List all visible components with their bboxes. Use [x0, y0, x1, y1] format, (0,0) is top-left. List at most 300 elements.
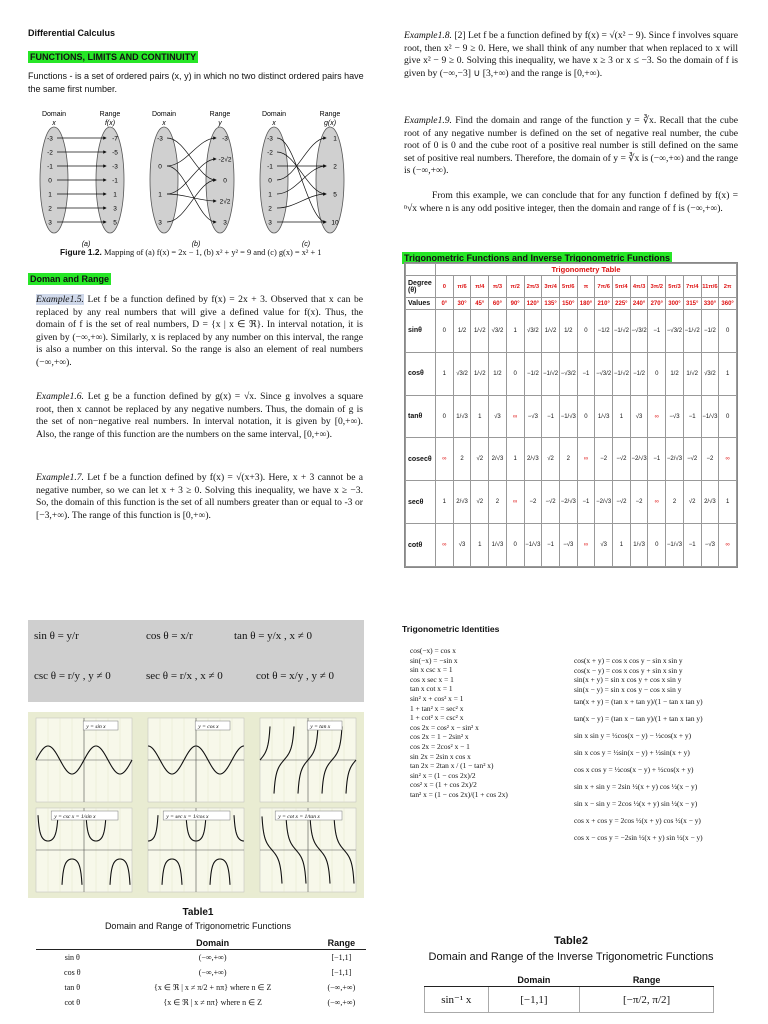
domain-value: 0: [158, 163, 162, 171]
example-1-6-text: Let g be a function defined by g(x) = √x. Since g involves a square root, then x cannot be replaced by any negative numbers. Thus, the domain of g is the set of non−negative real numbers. In interval notation, it is given by [0,+∞). Also, the range of this function are the numbers on the same interval, [0,+∞).: [36, 391, 364, 440]
trig-cell: 0: [577, 395, 595, 438]
identity-line: cos(x + y) = cos x cos y − sin x sin y: [574, 656, 683, 665]
degree-header: 240°: [630, 298, 648, 310]
radian-header: 11π/6: [701, 276, 719, 298]
domain-value: 2: [268, 205, 272, 213]
trig-cell: −√3/2: [595, 352, 613, 395]
table-cell: {x ∈ ℜ | x ≠ nπ} where n ∈ Z: [163, 998, 262, 1007]
trig-cell: −1/2: [630, 352, 648, 395]
mapping-domain-var: x: [52, 120, 56, 127]
mapping-domain-var: x: [272, 120, 276, 127]
table-row: [36, 980, 366, 995]
trig-cell: ∞: [506, 395, 524, 438]
mapping-range-var: g(x): [323, 120, 337, 127]
radian-header: 4π/3: [630, 276, 648, 298]
domain-value: 3: [268, 219, 272, 227]
degree-header: 225°: [613, 298, 631, 310]
degree-header: 360°: [719, 298, 737, 310]
ratio-sin: sin θ = y/r: [34, 630, 79, 642]
trig-cell: 2/√3: [524, 438, 542, 481]
table2-grid: [424, 974, 714, 1013]
trig-cell: √3: [595, 524, 613, 567]
degree-header: 330°: [701, 298, 719, 310]
trig-cell: 1: [506, 438, 524, 481]
trig-cell: −√3: [559, 524, 577, 567]
radian-header: π/3: [489, 276, 507, 298]
degree-header: 315°: [683, 298, 701, 310]
trig-cell: 0: [506, 524, 524, 567]
table2-subtitle: Domain and Range of the Inverse Trigonometric Functions: [428, 951, 714, 963]
example-1-7: [36, 472, 363, 522]
figure-caption-text: Mapping of (a) f(x) = 2x − 1, (b) x² + y² = 9 and (c) g(x) = x² + 1: [103, 248, 322, 257]
trig-cell: −1/2: [595, 310, 613, 353]
ratio-sec: sec θ = r/x , x ≠ 0: [146, 670, 223, 682]
identity-line: sin 2x = 2sin x cos x: [410, 751, 471, 761]
trig-cell: 2/√3: [489, 438, 507, 481]
identity-line: sin x cos y = ½sin(x − y) + ½sin(x + y): [574, 748, 690, 758]
trig-ratio-definitions: [28, 620, 364, 702]
identity-line: sin x sin y = ½cos(x − y) − ½cos(x + y): [574, 731, 692, 741]
trig-cell: 0: [648, 524, 666, 567]
mapping-domain-var: x: [162, 120, 166, 127]
section-trig-label: Trigonometric Functions and Inverse Trigonometric Functions: [404, 253, 671, 263]
trig-cell: −1/√2: [683, 310, 701, 353]
mapping-range-header: Range: [209, 111, 231, 118]
trig-cell: 0: [719, 395, 737, 438]
trig-row-label: tanθ: [406, 395, 436, 438]
ratio-cot: cot θ = x/y , y ≠ 0: [256, 670, 335, 682]
trig-cell: 2: [559, 438, 577, 481]
trig-cell: 1: [719, 481, 737, 524]
trig-cell: 1/√3: [453, 395, 471, 438]
section-functions-heading: [28, 47, 198, 65]
mapping-range-var: f(x): [104, 120, 116, 127]
trig-cell: ∞: [648, 395, 666, 438]
trig-cell: 2/√3: [701, 481, 719, 524]
radian-header: π/6: [453, 276, 471, 298]
table-cell: tan θ: [64, 983, 81, 992]
trig-cell: 1/2: [453, 310, 471, 353]
mapping-range-header: Range: [319, 111, 341, 118]
domain-value: 1: [268, 191, 272, 199]
trig-cell: 1/2: [489, 352, 507, 395]
table-cell: cos θ: [64, 968, 81, 977]
trig-cell: 0: [506, 352, 524, 395]
radian-header: 5π/4: [613, 276, 631, 298]
example-1-9-label: Example1.9.: [404, 115, 452, 126]
trig-row: [406, 395, 737, 438]
range-value: 5: [333, 191, 337, 199]
trig-cell: −1/√2: [613, 352, 631, 395]
trig-cell: 1/2: [666, 352, 684, 395]
domain-value: 1: [158, 191, 162, 199]
trig-cell: √3: [453, 524, 471, 567]
trig-cell: −2/√3: [559, 481, 577, 524]
radian-header: 7π/6: [595, 276, 613, 298]
degree-header: 120°: [524, 298, 542, 310]
trig-graphs: [28, 712, 364, 898]
trig-cell: −2/√3: [666, 438, 684, 481]
example-1-7-label: Example1.7.: [36, 472, 84, 483]
trig-graphs-svg: [28, 712, 364, 898]
degree-header: 300°: [666, 298, 684, 310]
trig-cell: −2: [701, 438, 719, 481]
trig-cell: −1: [648, 310, 666, 353]
range-value: -3: [112, 163, 118, 171]
trig-cell: 0: [436, 310, 454, 353]
trig-graph: [36, 718, 132, 802]
trig-cell: 1: [471, 524, 489, 567]
domain-value: 0: [48, 177, 52, 185]
range-value: 5: [113, 219, 117, 227]
range-value: 2√2: [219, 198, 231, 206]
trig-cell: −2: [595, 438, 613, 481]
degree-header: 30°: [453, 298, 471, 310]
table-corner: [406, 264, 436, 276]
trig-graph: [260, 808, 356, 892]
trig-cell: −√2: [613, 481, 631, 524]
table-cell: (−∞,+∞): [198, 953, 227, 962]
domain-value: -2: [267, 149, 273, 157]
table2: [424, 974, 714, 1013]
trig-cell: 0: [577, 310, 595, 353]
range-value: 2: [333, 163, 337, 171]
table1: [36, 937, 366, 1010]
trig-row-label: cosecθ: [406, 438, 436, 481]
identity-line: sin x + sin y = 2sin ½(x + y) cos ½(x − y): [574, 781, 698, 791]
table-row: [425, 987, 714, 1013]
example-1-9: [404, 115, 738, 178]
table-cell: [−1,1]: [331, 953, 352, 962]
identity-line: cos(−x) = cos x: [410, 646, 456, 655]
radian-header: π: [577, 276, 595, 298]
domain-value: -1: [47, 163, 53, 171]
domain-value: -2: [47, 149, 53, 157]
trig-row: [406, 481, 737, 524]
trig-cell: ∞: [506, 481, 524, 524]
trig-cell: 1/√3: [595, 395, 613, 438]
table-row: [36, 995, 366, 1010]
trig-row: [406, 352, 737, 395]
graph-label: y = tan x: [310, 724, 331, 730]
trig-cell: −1/√3: [524, 524, 542, 567]
table-cell: [−1,1]: [488, 987, 580, 1013]
trig-cell: −1: [542, 395, 560, 438]
trig-cell: −1/√3: [666, 524, 684, 567]
trig-table-title: Trigonometry Table: [436, 264, 737, 276]
example-1-9-text: Find the domain and range of the function y = ∛x. Recall that the cube root of any negative number is defined on the set of negative real number, the cube root of 0 is 0 and the cube root of a positive real number is still defined on the same set of positive real numbers. Therefore, the domain of y = ∛x is (−∞,+∞) and the range is (−∞,+∞).: [404, 115, 738, 177]
degree-header: 150°: [559, 298, 577, 310]
figure-caption-label: Figure 1.2.: [60, 247, 102, 257]
domain-value: -3: [47, 135, 53, 143]
trig-cell: −1/2: [524, 352, 542, 395]
graph-label: y = sec x = 1/cos x: [166, 814, 209, 820]
trig-cell: 2: [666, 481, 684, 524]
domain-value: -1: [267, 163, 273, 171]
degree-label: Degree (θ): [406, 276, 436, 298]
mapping-sublabel: (b): [191, 241, 201, 248]
trig-graph: [148, 718, 244, 802]
trig-cell: 1/2: [559, 310, 577, 353]
trig-cell: 1: [719, 352, 737, 395]
identity-line: cos² x = (1 + cos 2x)/2: [410, 780, 477, 790]
table2-title: Table2: [553, 935, 589, 947]
ratio-cos: cos θ = x/r: [146, 630, 193, 642]
identity-line: 1 + cot² x = csc² x: [410, 713, 464, 723]
table-cell: (−∞,+∞): [327, 983, 356, 992]
table-cell: cot θ: [64, 998, 81, 1007]
page-heading: Differential Calculus: [28, 28, 116, 38]
domain-oval: [260, 127, 288, 233]
trig-cell: ∞: [436, 524, 454, 567]
range-value: -1: [112, 177, 118, 185]
trig-cell: 1: [506, 310, 524, 353]
trig-cell: −1: [648, 438, 666, 481]
mapping-range-header: Range: [99, 111, 121, 118]
ratio-tan: tan θ = y/x , x ≠ 0: [234, 630, 313, 642]
degree-header: 60°: [489, 298, 507, 310]
degree-header: 180°: [577, 298, 595, 310]
trig-cell: ∞: [436, 438, 454, 481]
trig-cell: 1: [471, 395, 489, 438]
trig-cell: ∞: [648, 481, 666, 524]
example-1-8-text: [2] Let f be a function defined by f(x) = √(x² − 9). Since f involves square root, then x² − 9 ≥ 0. Here, we shall think of any number that when replaced to x will give x² − 9 ≥ 0. Solving this inequality, we have x ≥ 3 or x ≤ −3. So the domain of f is given by (−∞,−3] ∪ [3,+∞) and the range is [0,+∞).: [404, 30, 738, 79]
trig-graph: [36, 808, 132, 892]
range-value: 3: [113, 205, 117, 213]
table-header: Range: [580, 974, 714, 987]
identity-line: cos x cos y = ½cos(x − y) + ½cos(x + y): [574, 765, 694, 774]
radian-header: 2π: [719, 276, 737, 298]
table-cell: sin θ: [64, 953, 80, 962]
graph-label: y = csc x = 1/sin x: [54, 814, 96, 820]
table-cell: [−π/2, π/2]: [580, 987, 714, 1013]
range-value: 1: [333, 135, 337, 143]
section-domain-range-label: Doman and Range: [30, 274, 110, 284]
trig-cell: 1/√2: [471, 310, 489, 353]
domain-value: -3: [267, 135, 273, 143]
identity-line: cos x + cos y = 2cos ½(x + y) cos ½(x − y): [574, 815, 701, 825]
trig-cell: 1: [436, 352, 454, 395]
mapping-svg: [30, 108, 370, 250]
example-1-8-label: Example1.8.: [404, 30, 452, 41]
functions-definition: Functions - is a set of ordered pairs (x, y) in which no two distinct ordered pairs have the same first number.: [28, 71, 364, 94]
trig-row: [406, 438, 737, 481]
range-oval: [206, 127, 234, 233]
mapping-domain-header: Domain: [151, 111, 177, 118]
trig-cell: −2/√3: [595, 481, 613, 524]
trig-cell: −√3/2: [559, 352, 577, 395]
identity-line: sin(x + y) = sin x cos y + cos x sin y: [574, 675, 682, 685]
table-cell: {x ∈ ℜ | x ≠ π/2 + nπ} where n ∈ Z: [153, 983, 272, 992]
trig-cell: 1: [613, 395, 631, 438]
trig-cell: 1/√2: [471, 352, 489, 395]
trig-cell: √2: [683, 481, 701, 524]
table-header: [36, 937, 109, 950]
identity-line: tan(x − y) = (tan x − tan y)/(1 + tan x tan y): [574, 714, 703, 724]
trig-cell: −1: [577, 481, 595, 524]
table-header: Range: [317, 937, 366, 950]
trig-cell: √2: [542, 438, 560, 481]
degree-header: 0°: [436, 298, 454, 310]
table-cell: (−∞,+∞): [198, 968, 227, 977]
range-value: -3: [222, 135, 228, 143]
identity-line: sin(x − y) = sin x cos y − cos x sin y: [574, 684, 682, 694]
trig-cell: √3/2: [453, 352, 471, 395]
identities-right-column: [574, 656, 703, 847]
identity-line: cos(x − y) = cos x cos y + sin x sin y: [574, 665, 683, 675]
example-1-5-label: Example1.5.: [36, 294, 84, 305]
trig-cell: −1/√2: [542, 352, 560, 395]
identity-line: cos x sec x = 1: [410, 674, 454, 684]
trig-cell: 2: [489, 481, 507, 524]
section-functions-label: FUNCTIONS, LIMITS AND CONTINUITY: [30, 52, 197, 62]
trig-row: [406, 524, 737, 567]
example-1-6-label: Example1.6.: [36, 391, 84, 402]
trig-cell: 1/√2: [683, 352, 701, 395]
trig-cell: −1/2: [701, 310, 719, 353]
identity-line: cos x − cos y = −2sin ½(x + y) sin ½(x − y): [574, 832, 703, 842]
trig-cell: √3: [489, 395, 507, 438]
trig-cell: √3/2: [701, 352, 719, 395]
table-header: [425, 974, 489, 987]
identity-line: tan x cot x = 1: [410, 684, 453, 694]
range-value: -7: [112, 135, 118, 143]
degree-header: 135°: [542, 298, 560, 310]
table-header: Domain: [109, 937, 317, 950]
identities-left-column: [410, 646, 508, 800]
trig-cell: ∞: [719, 438, 737, 481]
trig-cell: ∞: [577, 438, 595, 481]
table-row: [36, 950, 366, 966]
table-cell: sin⁻¹ x: [425, 987, 489, 1013]
trig-cell: 1/√3: [489, 524, 507, 567]
trig-cell: −2: [630, 481, 648, 524]
figure-caption: [60, 247, 322, 257]
mapping-sublabel: (c): [301, 241, 311, 248]
graph-label: y = cos x: [198, 724, 219, 730]
mapping-diagrams: [30, 108, 370, 250]
radian-header: π/4: [471, 276, 489, 298]
mapping-sublabel: (a): [81, 241, 91, 248]
range-oval: [316, 127, 344, 233]
degree-header: 210°: [595, 298, 613, 310]
identity-line: cos 2x = cos² x − sin² x: [410, 722, 479, 732]
graph-label: y = cot x = 1/tan x: [278, 814, 320, 820]
trig-cell: ∞: [719, 524, 737, 567]
trig-cell: 0: [648, 352, 666, 395]
table1-subtitle: Domain and Range of Trigonometric Functions: [104, 921, 292, 931]
trig-cell: −1/√3: [559, 395, 577, 438]
table1-title: Table1: [182, 907, 214, 918]
trigonometry-table-grid: [405, 263, 737, 567]
trig-cell: −√3: [524, 395, 542, 438]
range-value: -2√2: [218, 156, 232, 164]
trig-row-label: secθ: [406, 481, 436, 524]
trig-cell: −2: [524, 481, 542, 524]
trig-cell: −√3: [666, 395, 684, 438]
radian-header: 5π/6: [559, 276, 577, 298]
identity-line: cos 2x = 1 − 2sin² x: [410, 732, 469, 742]
domain-value: 1: [48, 191, 52, 199]
trig-cell: √2: [471, 481, 489, 524]
identity-line: sin(−x) = −sin x: [410, 655, 458, 665]
radian-header: π/2: [506, 276, 524, 298]
trig-cell: √3/2: [489, 310, 507, 353]
identity-line: sin² x + cos² x = 1: [410, 693, 464, 703]
graph-label: y = sin x: [86, 724, 106, 730]
trig-cell: −1: [683, 524, 701, 567]
trig-cell: −√2: [542, 481, 560, 524]
trig-cell: −1: [542, 524, 560, 567]
example-1-5: [36, 294, 363, 370]
radian-header: 7π/4: [683, 276, 701, 298]
trig-graph: [260, 718, 356, 802]
radian-header: 5π/3: [666, 276, 684, 298]
radian-header: 0: [436, 276, 454, 298]
trig-cell: −√3/2: [666, 310, 684, 353]
domain-value: 3: [158, 219, 162, 227]
example-1-5-text: Let f be a function defined by f(x) = 2x + 3. Observed that x can be replaced by any real numbers that will give a defined value for f(x). Thus, the domain of f is the set of real numbers, D = {x | x ∈ ℜ}. In interval notation, it is given by (−∞,+∞). Similarly, x is replaced by any number on this interval, the range is also a number on this interval. So the range is also an element of real numbers (−∞,+∞).: [36, 294, 363, 368]
trig-cell: ∞: [577, 524, 595, 567]
trig-graph: [148, 808, 244, 892]
trig-row-label: cotθ: [406, 524, 436, 567]
trig-cell: 2: [453, 438, 471, 481]
trig-cell: 0: [436, 395, 454, 438]
degree-header: 45°: [471, 298, 489, 310]
trig-cell: −1: [577, 352, 595, 395]
identity-line: sin x csc x = 1: [410, 665, 453, 675]
identity-line: tan 2x = 2tan x / (1 − tan² x): [410, 761, 494, 771]
table-cell: [−1,1]: [331, 968, 352, 977]
trig-cell: 2/√3: [453, 481, 471, 524]
trig-cell: −1/√3: [701, 395, 719, 438]
example-1-7-text: Let f be a function defined by f(x) = √(x+3). Here, x + 3 cannot be a negative number, so we can let x + 3 ≥ 0. Solving this inequality, we have x ≥ −3. So, the domain of this function is the set of all numbers greater than or equal to -3 or [−3,+∞). The range of this function is [0,+∞).: [36, 472, 363, 521]
identity-line: tan(x + y) = (tan x + tan y)/(1 − tan x tan y): [574, 697, 703, 707]
mapping-range-var: y: [218, 120, 222, 127]
mapping-domain-header: Domain: [261, 111, 287, 118]
trig-cell: −2/√3: [630, 438, 648, 481]
degree-header: 90°: [506, 298, 524, 310]
identities-title: Trigonometric Identities: [402, 624, 500, 634]
trig-row-label: sinθ: [406, 310, 436, 353]
trig-cell: 1: [436, 481, 454, 524]
identity-line: sin² x = (1 − cos 2x)/2: [410, 770, 476, 780]
trig-cell: 1: [613, 524, 631, 567]
conclusion-paragraph: From this example, we can conclude that for any function f defined by f(x) = ⁿ√x where n is any odd positive integer, then the domain and range of f is (−∞,+∞).: [404, 190, 738, 214]
trig-cell: 1/√3: [630, 524, 648, 567]
values-label: Values: [406, 298, 436, 310]
section-domain-range-heading: [28, 269, 111, 287]
trigonometry-table: [404, 262, 738, 568]
trig-row: [406, 310, 737, 353]
trig-cell: −√2: [683, 438, 701, 481]
table1-grid: [36, 937, 366, 1010]
table-header: Domain: [488, 974, 580, 987]
table-cell: (−∞,+∞): [327, 998, 356, 1007]
trig-cell: −1: [683, 395, 701, 438]
identity-line: cos 2x = 2cos² x − 1: [410, 741, 470, 751]
radian-header: 3π/2: [648, 276, 666, 298]
identity-line: tan² x = (1 − cos 2x)/(1 + cos 2x): [410, 789, 508, 799]
identity-line: sin x − sin y = 2cos ½(x + y) sin ½(x − y): [574, 798, 698, 808]
trig-cell: −√3: [701, 524, 719, 567]
radian-header: 3π/4: [542, 276, 560, 298]
trig-cell: −√2: [613, 438, 631, 481]
radian-header: 2π/3: [524, 276, 542, 298]
range-value: 1: [113, 191, 117, 199]
ratio-csc: csc θ = r/y , y ≠ 0: [34, 670, 111, 682]
trig-cell: 0: [719, 310, 737, 353]
